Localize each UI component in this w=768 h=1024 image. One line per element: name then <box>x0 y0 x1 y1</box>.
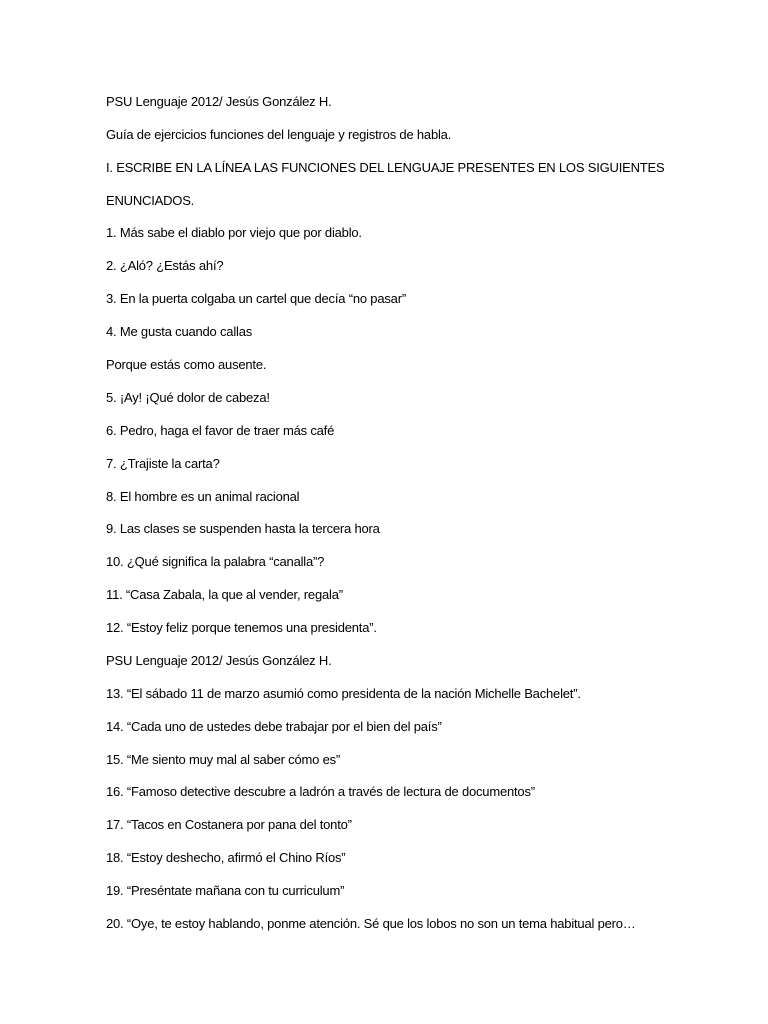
exercise-item-13: 13. “El sábado 11 de marzo asumió como presidenta de la nación Michelle Bachelet”. <box>106 686 581 701</box>
instruction-heading: I. ESCRIBE EN LA LÍNEA LAS FUNCIONES DEL LENGUAJE PRESENTES EN LOS SIGUIENTES <box>106 160 665 175</box>
exercise-item-2: 2. ¿Aló? ¿Estás ahí? <box>106 258 224 273</box>
exercise-item-18: 18. “Estoy deshecho, afirmó el Chino Ríos” <box>106 850 346 865</box>
exercise-item-5: 5. ¡Ay! ¡Qué dolor de cabeza! <box>106 390 270 405</box>
header-author-line: PSU Lenguaje 2012/ Jesús González H. <box>106 94 332 109</box>
exercise-item-8: 8. El hombre es un animal racional <box>106 489 300 504</box>
exercise-item-4: 4. Me gusta cuando callas <box>106 324 253 339</box>
exercise-item-10: 10. ¿Qué significa la palabra “canalla”? <box>106 554 325 569</box>
instruction-heading-cont: ENUNCIADOS. <box>106 193 195 208</box>
exercise-item-4-cont: Porque estás como ausente. <box>106 357 267 372</box>
exercise-item-17: 17. “Tacos en Costanera por pana del tonto” <box>106 817 352 832</box>
exercise-item-16: 16. “Famoso detective descubre a ladrón a través de lectura de documentos” <box>106 784 535 799</box>
exercise-item-19: 19. “Preséntate mañana con tu curriculum” <box>106 883 345 898</box>
exercise-item-20: 20. “Oye, te estoy hablando, ponme atención. Sé que los lobos no son un tema habitual pero… <box>106 916 636 931</box>
exercise-item-12: 12. “Estoy feliz porque tenemos una presidenta”. <box>106 620 377 635</box>
header-author-line-repeat: PSU Lenguaje 2012/ Jesús González H. <box>106 653 332 668</box>
exercise-item-3: 3. En la puerta colgaba un cartel que decía “no pasar” <box>106 291 406 306</box>
exercise-item-1: 1. Más sabe el diablo por viejo que por diablo. <box>106 225 362 240</box>
exercise-item-11: 11. “Casa Zabala, la que al vender, regala” <box>106 587 343 602</box>
exercise-item-14: 14. “Cada uno de ustedes debe trabajar por el bien del país” <box>106 719 442 734</box>
exercise-item-6: 6. Pedro, haga el favor de traer más café <box>106 423 335 438</box>
exercise-item-15: 15. “Me siento muy mal al saber cómo es” <box>106 752 341 767</box>
exercise-item-7: 7. ¿Trajiste la carta? <box>106 456 220 471</box>
exercise-item-9: 9. Las clases se suspenden hasta la tercera hora <box>106 521 380 536</box>
guide-title: Guía de ejercicios funciones del lenguaje y registros de habla. <box>106 127 452 142</box>
